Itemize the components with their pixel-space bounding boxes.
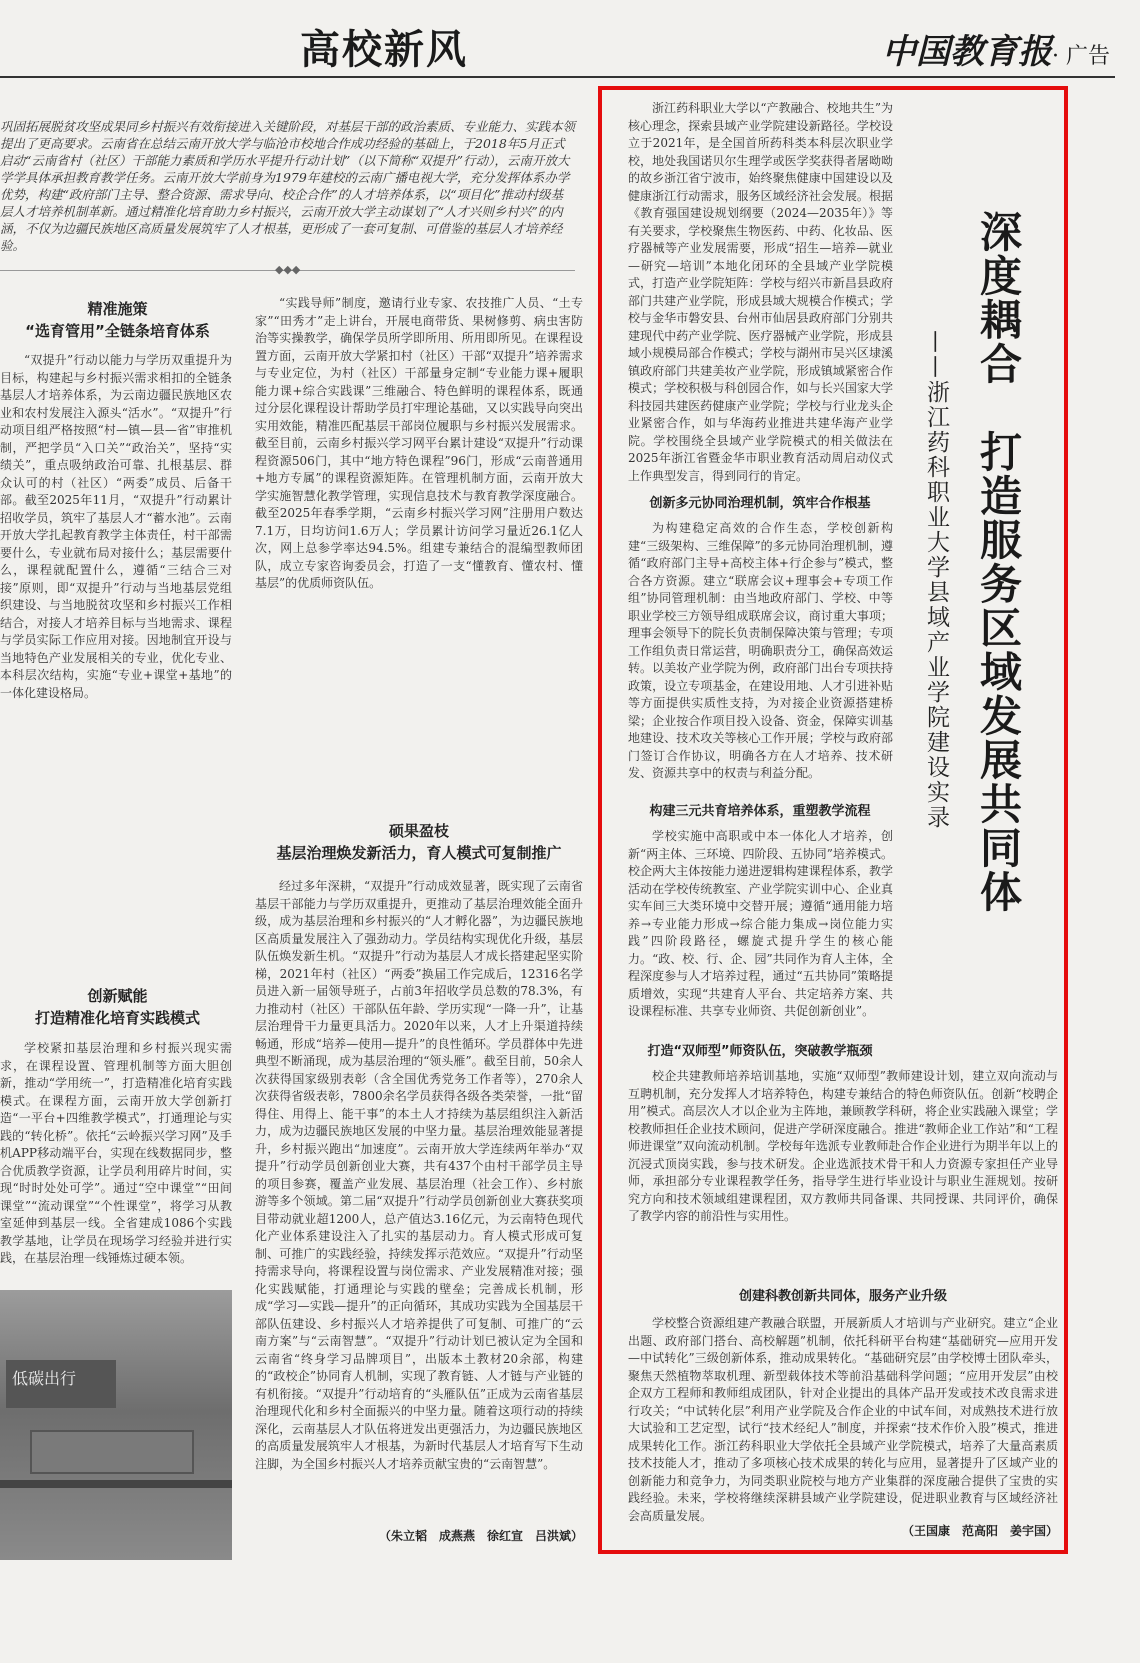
feature-paragraph-4: 学校整合资源组建产教融合联盟，开展新质人才培训与产业研究。建立“企业出题、政府部门搭台、高校解题”机制，依托科研平台构建“基础研究—应用开发—中试转化”三级创新体系，推动成果转化。“基础研究层”由学校博士团队牵头，聚焦天然植物萃取机理、新型载体技术等前沿基础科学问题；“应用开发层”由校企双方工程师和教师组成团队，针对企业提出的具体产品开发或技术改良需求进行攻关；“中试转化层”利用产业学院及合作企业的中试车间，对成熟技术进行放大试验和工艺定型，试行“技术经纪人”制度，并探索“技术作价入股”模式，推进成果转化工作。浙江药科职业大学依托全县域产业学院模式，培养了大量高素质技术技能人才，推动了多项核心技术成果的转化与应用，显著提升了区域产业的创新能力和竞争力，为同类职业院校与地方产业集群的深度融合提供了宝贵的实践经验。未来，学校将继续深耕县域产业学院建设，促进职业教育与区域经济社会高质量发展。 bbox=[628, 1316, 1058, 1523]
s1-title: 精准施策 bbox=[87, 300, 148, 318]
feature-paragraph-3: 校企共建教师培养培训基地，实施“双师型”教师建设计划，建立双向流动与互聘机制，充分发挥人才培养特色，构建专兼结合的特色师资队伍。创新“校聘企用”模式。高层次人才以企业为主阵地，兼顾教学科研，将企业实践融入课堂；学校教师担任企业技术顾问，促进产学研深度融合。推进“教师企业工作站”和“工程师进课堂”双向流动机制。学校每年选派专业教师赴合作企业进行为期半年以上的沉浸式顶岗实践，参与技术研发。企业选派技术骨干和人力资源专家担任产业导师，承担部分专业课程教学任务，指导学生进行毕业设计与职业生涯规划。按研究方向和技术领域组建课程团，双方教师共同备课、共同授课、共同评价，确保了教学内容的前沿性与实用性。 bbox=[628, 1069, 1058, 1223]
left-paragraph-2: 学校紧扣基层治理和乡村振兴现实需求，在课程设置、管理机制等方面大胆创新，推动“学用统一”，打造精准化培育实践模式。在课程方面，云南开放大学创新打造“一平台+四维教学模式”，打通理论与实践的“转化桥”。依托“云岭振兴学习网”及手机APP移动端平台，实现在线数据同步，整合优质教学资源，让学员利用碎片时间，实现“时时处处可学”。通过“空中课堂”“田间课堂”“流动课堂”“个性课堂”，将学习从教室延伸到基层一线。全省建成1086个实践教学基地，让学员在现场学习经验并进行实践，在基层治理一线锤炼过硬本领。 bbox=[0, 1041, 232, 1265]
feature-heading-1: 创新多元协同治理机制，筑牢合作根基 bbox=[649, 496, 871, 511]
middle-body-1 bbox=[255, 295, 583, 805]
ad-label: · 广告 bbox=[1052, 44, 1110, 69]
left-body-1 bbox=[0, 352, 232, 964]
feature-paragraph-1: 为构建稳定高效的合作生态，学校创新构建“三级架构、三维保障”的多元协同治理机制，遵循“政府部门主导+高校主体+行企参与”模式，整合各方资源。建立“联席会议+理事会+专项工作组”协同管理机制：由当地政府部门、学校、中等职业学校三方领导组成联席会议，商讨重大事项；理事会领导下的院长负责制保障决策与管理；专项工作组负责日常运营，明确职责分工，确保高效运转。以美妆产业学院为例，政府部门出台专项扶持政策，设立专项基金，在建设用地、人才引进补贴等方面提供实质性支持，为对接企业资源搭建桥梁；企业按合作项目投入设备、资金，保障实训基地建设、技术攻关等核心工作开展；学校与政府部门签订合作协议，明确各方在人才培养、技术研发、资源共享中的权责与利益分配。 bbox=[628, 521, 893, 780]
middle-authors: （朱立韬 成燕燕 徐红宣 吕洪斌） bbox=[378, 1529, 583, 1543]
photo-sign: 低碳出行 bbox=[6, 1360, 116, 1408]
middle-paragraph-2: 经过多年深耕，“双提升”行动成效显著，既实现了云南省基层干部能力与学历双重提升，更推动了基层治理效能全面升级，成为基层治理和乡村振兴的“人才孵化器”，为边疆民族地区高质量发展注入了强劲动力。学员结构实现优化升级，基层队伍焕发新生机。“双提升”行动为基层人才成长搭建起坚实阶梯，2021年村（社区）“两委”换届工作完成后，12316名学员进入新一届领导班子，占前3年招收学员总数的78.3%，有力推动村（社区）干部队伍年龄、学历实现“一降一升”，让基层治理骨干力量更具活力。2020年以来，人才上升渠道持续畅通，形成“培养—使用—提升”的良性循环。学员群体中先进典型不断涌现，成为基层治理的“领头雁”。截至目前，50余人次获得国家级别表彰（含全国优秀党务工作者等），270余人次获得省级表彰，7800余名学员获得各级各类荣誉，一批“留得住、用得上、能干事”的本土人才持续为基层组织注入新活力，成为边疆民族地区发展的中坚力量。基层治理效能显著提升，乡村振兴跑出“加速度”。云南开放大学连续两年举办“双提升”行动学员创新创业大赛，共有437个由村干部学员主导的项目参赛，覆盖产业发展、基层治理（社会工作）、乡村旅游等多个领域。第二届“双提升”行动学员创新创业大赛获奖项目带动就业超1200人，总产值达3.16亿元，为云南特色现代化产业体系建设注入了扎实的基层动力。育人模式形成可复制、可推广的实践经验，持续发挥示范效应。“双提升”行动坚持需求导向，将课程设置与岗位需求、产业发展精准对接；强化实践赋能，打通理论与实践的壁垒；完善成长机制，形成“学习—实践—提升”的正向循环，其成功实践为全国基层干部队伍建设、乡村振兴人才培养提供了可复制、可推广的“云南方案”与“云南智慧”。“双提升”行动计划已被认定为全国和云南省“终身学习品牌项目”，出版本土教材20余部，构建的“政校企”协同育人机制，实现了教育链、人才链与产业链的有机衔接。“双提升”行动培育的“头雁队伍”正成为云南省基层治理现代化和乡村全面振兴的中坚力量。随着这项行动的持续深化，云南基层人才队伍将迸发出更强活力，为边疆民族地区的高质量发展筑牢人才根基，为新时代基层人才培育写下生动注脚，为全国乡村振兴人才培养贡献宝贵的“云南智慧”。 bbox=[255, 879, 583, 1471]
middle-body-2 bbox=[255, 878, 583, 1518]
header-rule bbox=[0, 76, 1115, 78]
feature-subtitle: ——浙江药科职业大学县域产业学院建设实录 bbox=[923, 330, 949, 830]
left-paragraph-1: “双提升”行动以能力与学历双重提升为目标，构建起与乡村振兴需求相扣的全链条基层人才培养体系，为云南边疆民族地区农业和农村发展注入源头“活水”。“双提升”行动项目组严格按照“村—镇—县—省”审推机制，严把学员“入口关”“政治关”，坚持“实绩关”，重点吸纳政治可靠、扎根基层、群众认可的村（社区）“两委”成员、后备干部。截至2025年11月，“双提升”行动累计招收学员，筑牢了基层人才“蓄水池”。云南开放大学扎起教育教学主体责任，村干部需要什么，专业就布局对接什么；基层需要什么，课程就配置什么，遵循“三结合三对接”原则，即“双提升”行动与当地基层党组织建设、与当地脱贫攻坚和乡村振兴工作相结合，对接人才培养目标与当地需求、课程与学员实际工作应用对接。因地制宜开设与当地特色产业发展相关的专业，优化专业、本科层次结构，实施“专业+课堂+基地”的一体化建设格局。 bbox=[0, 353, 232, 700]
feature-authors: （王国康 范高阳 姜宇国） bbox=[901, 1524, 1058, 1538]
section-title: 高校新风 bbox=[300, 26, 468, 73]
photo-gate bbox=[0, 1480, 232, 1488]
masthead bbox=[882, 24, 1110, 73]
campus-photo bbox=[0, 1290, 232, 1560]
feature-intro bbox=[628, 100, 893, 483]
feature-title: 深度耦合 打造服务区域发展共同体 bbox=[974, 210, 1023, 914]
s3-subtitle: 基层治理焕发新活力，育人模式可复制推广 bbox=[276, 844, 562, 862]
feature-intro-text: 浙江药科职业大学以“产教融合、校地共生”为核心理念，探索县域产业学院建设新路径。学校设立于2021年，是全国首所药科类本科层次职业学校，地处我国诺贝尔生理学或医学奖获得者屠呦呦的故乡浙江省宁波市，始终聚焦健康中国建设以及健康浙江行动需求，服务区域经济社会发展。根据《教育强国建设规划纲要（2024—2035年）》等有关要求，学校聚焦生物医药、中药、化妆品、医疗器械等产业发展需要，形成“招生—培养—就业—研究—培训”本地化闭环的全县域产业学院模式，打造产业学院矩阵：学校与绍兴市新昌县政府部门共建产业学院，形成县域大规模合作模式；学校与金华市磐安县、台州市仙居县政府部门分别共建现代中药产业学院、医疗器械产业学院，形成县域小规模局部合作模式；学校与湖州市吴兴区埭溪镇政府部门共建美妆产业学院，形成镇域紧密合作模式；学校积极与科创园合作，如与长兴国家大学科技园共建医药健康产业学院；学校与行业龙头企业紧密合作，如与华海药业推进共建华海产业学院。学校围绕全县域产业学院模式的相关做法在2025年浙江省暨金华市职业教育活动周启动仪式上作典型发言，得到同行的肯定。 bbox=[628, 101, 893, 483]
feature-body-4 bbox=[628, 1315, 1058, 1523]
photo-building bbox=[30, 1430, 194, 1474]
s1-subtitle: “选育管用”全链条培育体系 bbox=[25, 322, 210, 340]
s3-title: 硕果盈枝 bbox=[388, 822, 449, 840]
feature-body-1 bbox=[628, 520, 893, 790]
feature-body-2 bbox=[628, 828, 893, 1028]
feature-heading-3: 打造“双师型”师资队伍，突破教学瓶颈 bbox=[647, 1044, 873, 1059]
feature-heading-2: 构建三元共育培养体系，重塑教学流程 bbox=[649, 804, 871, 819]
s2-title: 创新赋能 bbox=[87, 987, 148, 1005]
feature-paragraph-2: 学校实施中高职或中本一体化人才培养，创新“两主体、三环境、四阶段、五协同”培养模式。校企两大主体按能力递进逻辑构建课程体系，教学活动在学校传统教室、产业学院实训中心、企业真实车间三大类环境中交替开展；遵循“通用能力培养→专业能力形成→综合能力集成→岗位能力实践”四阶段路径，螺旋式提升学生的核心能力。“政、校、行、企、园”共同作为育人主体，全程深度参与人才培养过程，通过“五共协同”策略提质增效，实现“共建育人平台、共定培养方案、共设课程标准、共享专业师资、共促创新创业”。 bbox=[628, 829, 893, 1018]
feature-heading-4: 创建科教创新共同体，服务产业升级 bbox=[738, 1289, 947, 1304]
paper-name: 中国教育报 bbox=[882, 32, 1052, 72]
s2-subtitle: 打造精准化培育实践模式 bbox=[34, 1009, 200, 1027]
divider-ornament: ◆◆◆ bbox=[275, 263, 301, 276]
middle-paragraph-1: “实践导师”制度，邀请行业专家、农技推广人员、“土专家”“田秀才”走上讲台，开展电商带货、果树修剪、病虫害防治等实操教学，确保学员所学即所用、所用即所见。在课程设置方面，云南开放大学紧扣村（社区）干部“双提升”培养需求与专业定位，为村（社区）干部量身定制“专业能力课+履职能力课+综合实践课”三维融合、特色鲜明的课程体系，既通过分层化课程设计帮助学员打牢理论基础，又以实践导向突出实用效能，精准匹配基层干部岗位履职与乡村振兴发展需求。截至目前，云南乡村振兴学习网平台累计建设“双提升”行动课程资源506门，其中“地方特色课程”96门，形成“云南普通用+地方专属”的课程资源矩阵。在管理机制方面，云南开放大学实施智慧化教学管理，实现信息技术与教育教学深度融合。截至2025年春季学期，“云南乡村振兴学习网”注册用户数达7.1万，日均访问1.6万人；学员累计访问学习量近26.1亿人次，网上总参学率达94.5%。组建专兼结合的混编型教师团队，成立专家咨询委员会，打造了一支“懂教育、懂农村、懂基层”的优质师资队伍。 bbox=[255, 296, 583, 590]
left-body-2 bbox=[0, 1040, 232, 1280]
feature-body-3 bbox=[628, 1068, 1058, 1278]
lead-paragraph: 巩固拓展脱贫攻坚成果同乡村振兴有效衔接进入关键阶段，对基层干部的政治素质、专业能力、实践本领提出了更高要求。云南省在总结云南开放大学与临沧市校地合作成功经验的基础上，于2018年5月正式启动“云南省村（社区）干部能力素质和学历水平提升行动计划”（以下简称“双提升”行动），云南开放大学学具体承担教育教学任务。云南开放大学前身为1979年建校的云南广播电视大学，充分发挥体系办学优势，构建“政府部门主导、整合资源、需求导向、校企合作”的人才培养体系，以“项目化”推动村级基层人才培养机制革新。通过精准化培育助力乡村振兴，云南开放大学主动谋划了“人才兴则乡村兴”的内涵，不仅为边疆民族地区高质量发展筑牢了人才根基，更形成了一套可复制、可借鉴的基层人才培养经验。 bbox=[0, 119, 576, 253]
